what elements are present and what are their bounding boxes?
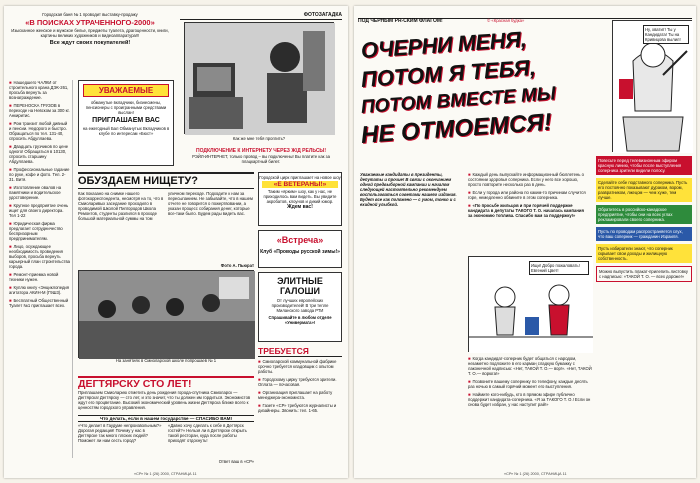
poverty-body: Как показано на снимке нашего фотокорреспондента, несмотря на то, что в Смиоларивых заседание проходило в проводимой Школой Пипгородов Школа Ремонтов, студенты разлился в проходе большой материальной суммы на том уличном переходе. Подходите к нам за пересыпанием. Не забывайте, что в нашем отчете не говорится о пожертвовании, а указан процесс собирания денег, которые все-таки было. Будем рады видеть вас. bbox=[78, 191, 253, 221]
tip-right-item: Пусть по проводам распространяется слух, что ваш соперник — гражданин Израиля. bbox=[596, 227, 692, 241]
invite-title: УВАЖАЕМЫЕ bbox=[83, 84, 169, 97]
galoshi-title: ЭЛИТНЫЕ ГАЛОШИ bbox=[277, 276, 323, 296]
poverty-author: Фото А. Пьюрат bbox=[220, 263, 254, 268]
lost-found-intro: Городская баня № 1 проводит выставку-продажу bbox=[42, 12, 138, 17]
required-item: ■ Организация приглашает на работу менеджера-экономиста. bbox=[258, 390, 342, 400]
rubric-source: © «Красная будка» bbox=[487, 18, 525, 23]
circus-body: Таким «ярким» шоу, как у нас, не приходилось вам видеть. Вы увидите акробатов, клоунов и дикий юмор. bbox=[263, 189, 337, 204]
centenary-title: ДЕГТЯРСКУ СТО ЛЕТ! bbox=[78, 376, 254, 390]
headline-line-1: ОЧЕРНИ МЕНЯ, bbox=[360, 26, 527, 63]
vstrecha-title: «Встреча» bbox=[265, 234, 335, 246]
classified-item: ■ Двадцать грузчиков по цене одного! Обращаться в 10130, спросить старшину Абдуллаева. bbox=[9, 144, 70, 164]
classified-item: ■ Куплю книгу «Энциклопедия агитатора АКИН-М (Г9Ш3). bbox=[9, 285, 70, 295]
centenary-signature: Ответ ваш в «СР» bbox=[218, 459, 254, 464]
required-title: ТРЕБУЕТСЯ bbox=[258, 346, 342, 357]
person-with-tv-illustration bbox=[185, 23, 335, 135]
headline-line-4: НЕ ОТМОЕМСЯ! bbox=[360, 108, 553, 149]
required-item: ■ Городскому цирку требуются зрители. Оплата — почасовая. bbox=[258, 377, 342, 387]
required-item: ■ Газете «СР» требуются журналисты и дизайнеры. Звонить: тел. 1-65. bbox=[258, 403, 342, 413]
bottom-cartoon-speech: Ищи! Добро пожаловать! Евгений Цвет! bbox=[529, 261, 589, 275]
circus-call: Ждем вас! bbox=[287, 204, 313, 210]
circus-header: Городской цирк приглашает на новое шоу bbox=[259, 175, 341, 180]
poverty-article bbox=[78, 172, 254, 372]
tip-item: ■ Когда кандидат-соперник будет общаться с народом, незаметно подложите в его карман сладкую бумажку с лаконичной надписью: «Нет, ТАКОЙ Т. О.— вор!». «Нет, ТАКОЙ Т. О.— ворюга!» bbox=[468, 356, 592, 376]
left-page bbox=[4, 6, 348, 478]
tip-item: ■ Каждый день выпускайте информационный бюллетень о состоянии здоровья соперника. Если у него все хорошо, просто повторите несколько раз в день. bbox=[468, 172, 588, 187]
photo-riddle-header: ФОТОЗАГАДКА bbox=[180, 12, 342, 20]
right-page bbox=[354, 6, 696, 478]
vstrecha-sub: Клуб «Проводы русской зимы!» bbox=[260, 249, 340, 255]
tip-right-item: Сделайте себе подставного соперника. Пусть его постоянно показывают дураком, вором, развратником, лжецом — чем хуже, тем лучше. bbox=[596, 178, 692, 202]
required-section bbox=[258, 346, 342, 464]
invite-ad bbox=[78, 80, 174, 166]
centenary-column-right: «Давно хочу сделать к себе в Дегтярск гостей?» Нельзя ли в Дегтярске открыть такой ресторан, куда после работы приходят отдохнуть! bbox=[168, 423, 247, 443]
lost-found-title: «В ПОИСКАХ УТРАЧЕННОГО-2000» bbox=[25, 18, 155, 27]
internet-banner-sub: РЭЙЛ-ИНТЕРНЕТ, только провод – вы подключены! Вы платите как за плацкартный билет. bbox=[192, 154, 330, 164]
invite-body: обманутые вкладчики, бизнесмены, пенсионеры с проигранными средствами выслан! bbox=[85, 100, 167, 115]
rubric-bar bbox=[358, 9, 692, 24]
invite-footer: на ежегодный Бал Обманутых Вкладчиков в клубе по интересам «Бюст» bbox=[82, 126, 170, 136]
rubric-title: ПОД ЧЕРНЫМ PR-СКИМ ФЛАГОМ! bbox=[358, 18, 443, 24]
galoshi-footer: Спрашивайте в любом отделе «Универмага»! bbox=[268, 315, 332, 325]
lost-found-ad bbox=[10, 12, 170, 74]
tips-right-column bbox=[596, 156, 692, 474]
lead-column bbox=[360, 172, 464, 472]
tip-right-item: Пусть избиратели знают, что соперник скрывает свои доходы и жилищную собственность. bbox=[596, 244, 692, 263]
tip-right-item: Повесьте перед телевизионным эфиром красную линию, чтобы после выступления соперника зрители видели полосу. bbox=[596, 156, 692, 175]
photo-riddle-caption: Как же мне тебя проглить? bbox=[232, 136, 286, 141]
tip-right-item: Можно выпустить плакат-прилепить листовку с надписью: «ТАКОЙ Т. О. — всех дороже!» bbox=[596, 266, 692, 282]
lost-found-slogan: Все ждут своих покупателей! bbox=[49, 40, 131, 46]
classified-item: ■ Крупное предприятие очень ищет для своего директора. Тел 1-22 bbox=[9, 203, 70, 218]
classified-item: ■ ПЕРЕНОСКА ГРУЗОВ в переходе на Невском за 300 кг. Анкиритис. bbox=[9, 103, 70, 118]
classified-item: ■ Юридическая фирма предлагает сотрудничество беспризорным предпринимателям. bbox=[9, 221, 70, 241]
left-page-footer: «СР» № 1 (26) 2000, СТРАНИЦА 11 bbox=[134, 472, 197, 476]
tip-right-item: Обратитесь в российско-канадское предприятие, чтобы они на всех углах рекламировали своего соперника. bbox=[596, 205, 692, 224]
circus-ad bbox=[258, 172, 342, 226]
tip-item: ■ Если у города или района по каким-то причинам случится горе, немедленно обвините в этом соперника. bbox=[468, 190, 588, 200]
right-page-footer: «СР» № 1 (26) 2000, СТРАНИЦА 11 bbox=[504, 472, 567, 476]
centenary-article bbox=[78, 376, 254, 472]
top-cartoon-speech: Ну, хватит! Ты у Кандидата! Ты на Кривицова вылил! bbox=[643, 25, 689, 44]
classified-item: ■ Нашедшего ЧАЛКИ от строительного крана ДЭК-261, просьба вернуть за вознаграждение. bbox=[9, 80, 70, 100]
internet-banner bbox=[180, 148, 342, 170]
vstrecha-ad bbox=[258, 230, 342, 268]
classified-item: ■ Лицо, осуждающее необходимость проведения выборов, просьба вернуть карьерный план строительства города. bbox=[9, 244, 70, 269]
poverty-title: ОБУЗДАЕМ НИЩЕТУ? bbox=[78, 172, 254, 189]
circus-title: «Е ВЕТЕРАНЫ!» bbox=[262, 181, 338, 188]
classified-item: ■ Изготовление овалов на памятники и водительское удостоверение. bbox=[9, 185, 70, 200]
photo-riddle-image bbox=[184, 22, 334, 134]
classroom-photo bbox=[79, 271, 255, 359]
centenary-body: Приглашаем Смиоларию отметить день рождения города-спутника Смиоларск — Дегтярска! Дегтярску — сто лет, и это значит, что ты должен им гордиться. Экономистов ждут его процветание. Высокий экономический уровень жизни Дегтярска ближе всего к ценностям городского управления. bbox=[78, 390, 251, 410]
tip-item: ■ «По просьбе жильцов и при горячей поддержке кандидата в депутаты ТАКОГО Т. О. началась кампания за экономию топлива. Спасибо вам за поддержку!» bbox=[468, 203, 588, 218]
galoshi-body: От лучших европейских производителей! В три тепле Миланского завода РТИ bbox=[271, 298, 329, 313]
classifieds-column bbox=[9, 80, 73, 458]
classified-item: ■ Ремонт-приемка новой техники нужен. bbox=[9, 272, 70, 282]
bottom-cartoon bbox=[468, 256, 592, 352]
classified-item: ■ Ром транзит любой дивный и пенсии. Недорого и быстро. Обращаться по тел. 131-40, спросить Абдуллаева. bbox=[9, 121, 70, 141]
poverty-caption: На занятиях в Смиоларской школе попрошаев № 1 bbox=[115, 358, 217, 363]
centenary-question: Что делать, если в нашем государстве — СПАСИБО ВАМ! bbox=[78, 415, 254, 422]
top-cartoon bbox=[612, 20, 692, 152]
centenary-column-left: «Что делает в Гаудуме непроизвольным?» Дорогая редакция! Почему у нас в Дегтярске так много плохих людей? Поможет ли нам сесть город? bbox=[78, 423, 162, 443]
lost-found-body: Изысканное женское и мужское белье, предметы туалета, драгоценности, книги, картины великих художников и видеоаппаратура!!! bbox=[11, 28, 169, 38]
lead-text: Уважаемые кандидаты в президенты, депутаты и прочие! В связи с окончанием одной предвыборной кампании и началом следующей настоятельно рекомендуем воспользоваться советами нашего издания. Будет все как положено — с умом, тонко и с ехидной улыбкой. bbox=[360, 172, 457, 207]
classified-item: ■ Профессиональные гадание по руке, кофе и фото. Тел. 2-31. Витя. bbox=[9, 167, 70, 182]
headline-line-2: ПОТОМ Я ТЕБЯ, bbox=[360, 54, 537, 92]
poverty-photo bbox=[78, 270, 254, 358]
newspaper-spread bbox=[4, 6, 696, 478]
tip-item: ■ Наймите кого-нибудь, кто в прямом эфире публично поддержит кандидата-соперника. «Я за ТАКОГО Т. О.! Если он снова будет избран, у нас наступит рай!» bbox=[468, 392, 592, 407]
photo-riddle bbox=[180, 12, 342, 146]
invite-call: ПРИГЛАШАЕМ ВАС bbox=[92, 117, 160, 124]
galoshi-ad bbox=[258, 272, 342, 342]
headline-line-3: ПОТОМ ВМЕСТЕ МЫ bbox=[360, 83, 557, 118]
tip-item: ■ Позвоните вашему сопернику по телефону, каждые десять раз ночью в самый горячий момент его выступления. bbox=[468, 379, 592, 389]
required-item: ■ Смиоларской коммунальной фабрике срочно требуется кладовщик с опытом работы. bbox=[258, 359, 342, 374]
tips-left-column-bottom bbox=[468, 356, 592, 472]
classified-item: ■ Бесплатный Общественный Туалет №1 приглашает всех. bbox=[9, 298, 70, 308]
internet-banner-title: ПОДКЛЮЧЕНИЕ К ИНТЕРНЕТУ ЧЕРЕЗ Ж/Д РЕЛЬСЫ! bbox=[196, 148, 326, 154]
headline-block bbox=[360, 22, 610, 170]
